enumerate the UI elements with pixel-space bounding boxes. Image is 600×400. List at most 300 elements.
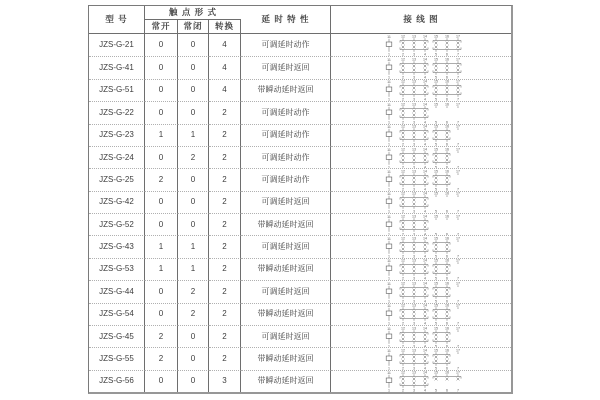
cell-delay: 可调延时动作 [241, 146, 331, 168]
svg-text:7: 7 [457, 321, 459, 325]
svg-text:12: 12 [401, 258, 405, 263]
svg-text:16: 16 [445, 79, 449, 84]
svg-text:14: 14 [423, 147, 427, 152]
svg-text:12: 12 [401, 236, 405, 241]
cell-nc: 0 [178, 168, 209, 190]
svg-text:16: 16 [445, 281, 449, 286]
svg-text:17: 17 [456, 303, 460, 308]
svg-text:3: 3 [413, 366, 415, 370]
svg-text:4: 4 [424, 254, 426, 258]
svg-text:15: 15 [434, 147, 438, 152]
svg-text:5: 5 [435, 120, 437, 124]
svg-text:3: 3 [413, 75, 415, 79]
svg-text:16: 16 [445, 169, 449, 174]
svg-text:5: 5 [435, 209, 437, 213]
svg-text:1: 1 [388, 254, 390, 258]
svg-text:4: 4 [424, 165, 426, 169]
svg-text:15: 15 [434, 102, 438, 107]
cell-delay: 带瞬动延时返回 [241, 370, 331, 392]
svg-text:11: 11 [387, 371, 391, 376]
svg-text:1: 1 [388, 299, 390, 303]
svg-text:1: 1 [388, 97, 390, 102]
svg-text:5: 5 [435, 388, 437, 392]
svg-text:1: 1 [388, 52, 390, 57]
svg-text:12: 12 [401, 147, 405, 152]
svg-text:6: 6 [446, 254, 448, 258]
spec-table [88, 5, 513, 394]
svg-text:4: 4 [424, 232, 426, 236]
svg-text:5: 5 [435, 299, 437, 303]
svg-text:11: 11 [387, 214, 391, 219]
svg-text:5: 5 [435, 142, 437, 146]
svg-text:16: 16 [445, 57, 449, 62]
svg-text:1: 1 [388, 366, 390, 370]
svg-text:17: 17 [456, 79, 460, 84]
col-header-delay: 延 时 特 性 [241, 6, 331, 34]
svg-text:16: 16 [445, 348, 449, 353]
svg-text:6: 6 [446, 52, 448, 57]
svg-text:1: 1 [388, 276, 390, 281]
cell-model: JZS-G-25 [89, 168, 145, 190]
svg-text:17: 17 [456, 258, 460, 263]
cell-nc: 1 [178, 258, 209, 280]
wiring-diagram-icon [383, 147, 493, 169]
svg-text:6: 6 [446, 299, 448, 303]
cell-no: 0 [145, 34, 178, 56]
svg-text:2: 2 [402, 276, 404, 281]
svg-text:11: 11 [387, 326, 391, 331]
cell-delay: 带瞬动延时返回 [241, 258, 331, 280]
svg-text:15: 15 [434, 281, 438, 286]
cell-co: 2 [209, 124, 241, 146]
svg-text:14: 14 [423, 102, 427, 107]
cell-delay: 可调延时返回 [241, 191, 331, 213]
svg-text:4: 4 [424, 321, 426, 325]
svg-text:3: 3 [413, 344, 415, 348]
svg-text:17: 17 [456, 169, 460, 174]
svg-text:13: 13 [412, 169, 416, 174]
svg-text:2: 2 [402, 254, 404, 258]
cell-delay: 可调延时动作 [241, 34, 331, 56]
svg-text:15: 15 [434, 370, 438, 375]
svg-text:7: 7 [457, 344, 459, 348]
svg-text:4: 4 [424, 187, 426, 191]
svg-text:2: 2 [402, 75, 404, 79]
svg-text:15: 15 [434, 303, 438, 308]
svg-text:7: 7 [457, 187, 459, 191]
svg-text:6: 6 [446, 388, 448, 392]
cell-wiring-diagram [331, 347, 511, 369]
cell-wiring-diagram [331, 168, 511, 190]
wiring-diagram-icon [383, 348, 493, 370]
col-header-contact-form: 触 点 形 式 [145, 6, 241, 20]
svg-text:14: 14 [423, 326, 427, 331]
cell-delay: 带瞬动延时返回 [241, 79, 331, 101]
svg-text:12: 12 [401, 34, 405, 39]
svg-text:6: 6 [446, 75, 448, 79]
cell-wiring-diagram [331, 34, 511, 56]
svg-text:3: 3 [413, 388, 415, 392]
svg-text:3: 3 [413, 187, 415, 191]
svg-text:14: 14 [423, 348, 427, 353]
cell-delay: 可调延时返回 [241, 280, 331, 302]
svg-text:14: 14 [423, 34, 427, 39]
svg-text:2: 2 [402, 299, 404, 303]
svg-text:13: 13 [412, 79, 416, 84]
svg-text:14: 14 [423, 79, 427, 84]
cell-delay: 带瞬动延时返回 [241, 303, 331, 325]
cell-wiring-diagram [331, 56, 511, 78]
svg-text:4: 4 [424, 388, 426, 392]
cell-nc: 0 [178, 79, 209, 101]
svg-text:2: 2 [402, 165, 404, 169]
svg-text:15: 15 [434, 57, 438, 62]
svg-text:2: 2 [402, 209, 404, 213]
cell-delay: 可调延时返回 [241, 56, 331, 78]
svg-text:14: 14 [423, 281, 427, 286]
cell-no: 0 [145, 370, 178, 392]
col-header-normally-open: 常开 [145, 20, 178, 34]
svg-text:6: 6 [446, 344, 448, 348]
col-header-changeover: 转换 [209, 20, 241, 34]
svg-text:1: 1 [388, 344, 390, 348]
cell-no: 0 [145, 303, 178, 325]
svg-text:16: 16 [445, 191, 449, 196]
svg-text:4: 4 [424, 75, 426, 79]
svg-text:15: 15 [434, 191, 438, 196]
svg-text:17: 17 [456, 326, 460, 331]
svg-text:12: 12 [401, 57, 405, 62]
svg-text:17: 17 [456, 57, 460, 62]
svg-text:3: 3 [413, 142, 415, 146]
cell-co: 2 [209, 325, 241, 347]
svg-text:6: 6 [446, 366, 448, 370]
svg-text:6: 6 [446, 209, 448, 213]
cell-nc: 0 [178, 101, 209, 123]
svg-text:15: 15 [434, 169, 438, 174]
svg-text:11: 11 [387, 192, 391, 197]
cell-nc: 1 [178, 235, 209, 257]
svg-text:17: 17 [456, 124, 460, 129]
svg-text:16: 16 [445, 370, 449, 375]
cell-wiring-diagram [331, 258, 511, 280]
svg-text:3: 3 [413, 254, 415, 258]
svg-text:7: 7 [457, 276, 459, 281]
svg-text:14: 14 [423, 258, 427, 263]
svg-text:12: 12 [401, 79, 405, 84]
wiring-diagram-icon [383, 57, 493, 79]
svg-text:2: 2 [402, 232, 404, 236]
cell-nc: 0 [178, 325, 209, 347]
svg-text:4: 4 [424, 120, 426, 124]
svg-text:14: 14 [423, 57, 427, 62]
svg-text:1: 1 [388, 142, 390, 146]
cell-nc: 0 [178, 34, 209, 56]
svg-text:4: 4 [424, 52, 426, 57]
svg-text:6: 6 [446, 232, 448, 236]
col-header-wiring-diagram: 接 线 图 [331, 6, 511, 34]
svg-text:11: 11 [387, 125, 391, 130]
cell-nc: 0 [178, 56, 209, 78]
wiring-diagram-icon [383, 303, 493, 325]
svg-text:13: 13 [412, 258, 416, 263]
svg-text:5: 5 [435, 75, 437, 79]
cell-no: 0 [145, 146, 178, 168]
cell-co: 2 [209, 191, 241, 213]
svg-text:16: 16 [445, 214, 449, 219]
svg-text:14: 14 [423, 236, 427, 241]
cell-co: 2 [209, 280, 241, 302]
wiring-diagram-icon [383, 34, 493, 56]
cell-delay: 可调延时返回 [241, 235, 331, 257]
svg-text:7: 7 [457, 366, 459, 370]
svg-text:4: 4 [424, 276, 426, 281]
svg-text:17: 17 [456, 147, 460, 152]
svg-text:13: 13 [412, 102, 416, 107]
svg-text:7: 7 [457, 232, 459, 236]
svg-text:3: 3 [413, 232, 415, 236]
svg-text:13: 13 [412, 303, 416, 308]
svg-text:12: 12 [401, 281, 405, 286]
svg-text:2: 2 [402, 187, 404, 191]
cell-no: 0 [145, 213, 178, 235]
cell-nc: 0 [178, 213, 209, 235]
svg-text:13: 13 [412, 191, 416, 196]
svg-text:4: 4 [424, 142, 426, 146]
svg-text:12: 12 [401, 348, 405, 353]
cell-nc: 2 [178, 303, 209, 325]
col-header-model: 型 号 [89, 6, 145, 34]
svg-text:14: 14 [423, 124, 427, 129]
svg-text:7: 7 [457, 120, 459, 124]
svg-text:11: 11 [387, 281, 391, 286]
svg-text:6: 6 [446, 97, 448, 102]
svg-text:14: 14 [423, 169, 427, 174]
svg-text:1: 1 [388, 321, 390, 325]
svg-text:15: 15 [434, 124, 438, 129]
wiring-diagram-icon [383, 214, 493, 236]
cell-delay: 带瞬动延时返回 [241, 213, 331, 235]
wiring-diagram-icon [383, 326, 493, 348]
svg-text:5: 5 [435, 165, 437, 169]
svg-text:3: 3 [413, 209, 415, 213]
svg-text:17: 17 [456, 370, 460, 375]
svg-text:3: 3 [413, 321, 415, 325]
cell-delay: 可调延时动作 [241, 168, 331, 190]
svg-text:7: 7 [457, 142, 459, 146]
svg-text:12: 12 [401, 102, 405, 107]
wiring-diagram-icon [383, 191, 493, 213]
svg-text:16: 16 [445, 258, 449, 263]
cell-wiring-diagram [331, 79, 511, 101]
cell-wiring-diagram [331, 191, 511, 213]
cell-model: JZS-G-55 [89, 347, 145, 369]
cell-no: 0 [145, 101, 178, 123]
svg-text:7: 7 [457, 254, 459, 258]
cell-co: 2 [209, 235, 241, 257]
svg-text:11: 11 [387, 304, 391, 309]
svg-text:5: 5 [435, 344, 437, 348]
svg-text:7: 7 [457, 299, 459, 303]
cell-wiring-diagram [331, 101, 511, 123]
svg-text:14: 14 [423, 214, 427, 219]
cell-model: JZS-G-23 [89, 124, 145, 146]
svg-text:13: 13 [412, 236, 416, 241]
cell-model: JZS-G-43 [89, 235, 145, 257]
svg-text:11: 11 [387, 237, 391, 242]
svg-text:3: 3 [413, 299, 415, 303]
cell-wiring-diagram [331, 370, 511, 392]
svg-text:13: 13 [412, 147, 416, 152]
svg-text:15: 15 [434, 258, 438, 263]
svg-text:6: 6 [446, 276, 448, 281]
cell-model: JZS-G-52 [89, 213, 145, 235]
svg-text:2: 2 [402, 120, 404, 124]
svg-text:6: 6 [446, 142, 448, 146]
svg-text:12: 12 [401, 191, 405, 196]
cell-no: 1 [145, 258, 178, 280]
svg-text:16: 16 [445, 326, 449, 331]
cell-no: 0 [145, 79, 178, 101]
svg-text:7: 7 [457, 209, 459, 213]
svg-text:11: 11 [387, 102, 391, 107]
svg-text:13: 13 [412, 326, 416, 331]
cell-wiring-diagram [331, 124, 511, 146]
cell-model: JZS-G-24 [89, 146, 145, 168]
wiring-diagram-icon [383, 124, 493, 146]
cell-model: JZS-G-22 [89, 101, 145, 123]
svg-text:17: 17 [456, 191, 460, 196]
svg-text:13: 13 [412, 124, 416, 129]
svg-text:5: 5 [435, 254, 437, 258]
svg-text:16: 16 [445, 303, 449, 308]
svg-text:12: 12 [401, 169, 405, 174]
cell-co: 2 [209, 213, 241, 235]
cell-wiring-diagram [331, 303, 511, 325]
cell-model: JZS-G-45 [89, 325, 145, 347]
cell-delay: 可调延时动作 [241, 124, 331, 146]
cell-model: JZS-G-41 [89, 56, 145, 78]
svg-text:13: 13 [412, 281, 416, 286]
svg-text:4: 4 [424, 209, 426, 213]
cell-co: 2 [209, 168, 241, 190]
svg-text:5: 5 [435, 276, 437, 281]
cell-nc: 2 [178, 280, 209, 302]
svg-text:12: 12 [401, 370, 405, 375]
cell-delay: 可调延时返回 [241, 325, 331, 347]
svg-text:2: 2 [402, 344, 404, 348]
svg-text:4: 4 [424, 97, 426, 102]
svg-text:3: 3 [413, 120, 415, 124]
cell-model: JZS-G-54 [89, 303, 145, 325]
svg-text:11: 11 [387, 35, 391, 40]
cell-model: JZS-G-42 [89, 191, 145, 213]
cell-co: 4 [209, 56, 241, 78]
cell-co: 2 [209, 258, 241, 280]
svg-text:11: 11 [387, 169, 391, 174]
cell-delay: 带瞬动延时返回 [241, 347, 331, 369]
cell-nc: 0 [178, 347, 209, 369]
svg-text:12: 12 [401, 326, 405, 331]
svg-text:1: 1 [388, 388, 390, 392]
svg-text:14: 14 [423, 303, 427, 308]
svg-text:15: 15 [434, 214, 438, 219]
svg-text:5: 5 [435, 321, 437, 325]
cell-no: 1 [145, 124, 178, 146]
cell-nc: 0 [178, 370, 209, 392]
svg-text:5: 5 [435, 366, 437, 370]
svg-text:11: 11 [387, 147, 391, 152]
svg-text:11: 11 [387, 348, 391, 353]
svg-text:11: 11 [387, 80, 391, 85]
svg-text:3: 3 [413, 97, 415, 102]
cell-co: 2 [209, 101, 241, 123]
wiring-diagram-icon [383, 281, 493, 303]
svg-text:5: 5 [435, 187, 437, 191]
svg-text:12: 12 [401, 124, 405, 129]
svg-text:6: 6 [446, 120, 448, 124]
cell-delay: 可调延时动作 [241, 101, 331, 123]
svg-text:6: 6 [446, 165, 448, 169]
cell-co: 2 [209, 347, 241, 369]
svg-text:13: 13 [412, 214, 416, 219]
svg-text:2: 2 [402, 142, 404, 146]
svg-text:17: 17 [456, 214, 460, 219]
cell-model: JZS-G-21 [89, 34, 145, 56]
wiring-diagram-icon [383, 169, 493, 191]
cell-model: JZS-G-53 [89, 258, 145, 280]
svg-text:16: 16 [445, 147, 449, 152]
cell-no: 2 [145, 347, 178, 369]
svg-text:13: 13 [412, 348, 416, 353]
cell-wiring-diagram [331, 280, 511, 302]
cell-no: 0 [145, 56, 178, 78]
svg-text:15: 15 [434, 34, 438, 39]
col-header-normally-closed: 常闭 [178, 20, 209, 34]
cell-no: 2 [145, 168, 178, 190]
cell-co: 4 [209, 34, 241, 56]
cell-model: JZS-G-51 [89, 79, 145, 101]
svg-text:6: 6 [446, 321, 448, 325]
svg-text:12: 12 [401, 214, 405, 219]
svg-text:1: 1 [388, 75, 390, 79]
cell-co: 4 [209, 79, 241, 101]
svg-text:11: 11 [387, 259, 391, 264]
cell-no: 0 [145, 191, 178, 213]
svg-text:15: 15 [434, 79, 438, 84]
wiring-diagram-icon [383, 236, 493, 258]
svg-text:2: 2 [402, 97, 404, 102]
svg-text:3: 3 [413, 276, 415, 281]
wiring-diagram-icon [383, 79, 493, 101]
svg-text:17: 17 [456, 34, 460, 39]
svg-text:13: 13 [412, 370, 416, 375]
cell-wiring-diagram [331, 146, 511, 168]
svg-text:16: 16 [445, 124, 449, 129]
cell-wiring-diagram [331, 213, 511, 235]
svg-text:1: 1 [388, 120, 390, 124]
svg-text:14: 14 [423, 191, 427, 196]
cell-model: JZS-G-44 [89, 280, 145, 302]
svg-text:4: 4 [424, 299, 426, 303]
svg-text:1: 1 [388, 232, 390, 236]
cell-nc: 0 [178, 191, 209, 213]
cell-wiring-diagram [331, 325, 511, 347]
svg-text:17: 17 [456, 236, 460, 241]
svg-text:3: 3 [413, 165, 415, 169]
svg-text:7: 7 [457, 52, 459, 57]
svg-text:7: 7 [457, 97, 459, 102]
